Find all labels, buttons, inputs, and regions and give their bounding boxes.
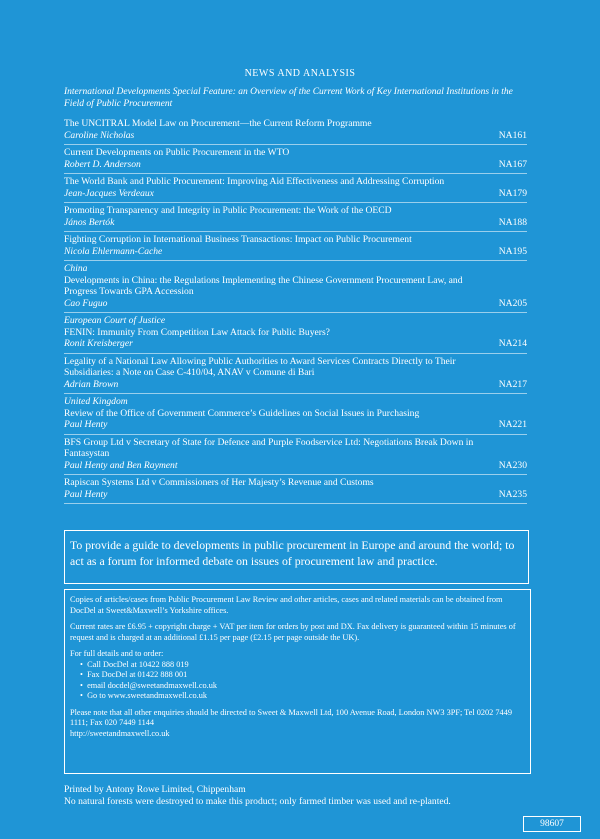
toc-entry-author: Adrian Brown bbox=[64, 378, 119, 390]
toc-entry-page: NA188 bbox=[498, 216, 527, 228]
toc-entry-author: Paul Henty and Ben Rayment bbox=[64, 459, 178, 471]
rates-text: Current rates are £6.95 + copyright charge + VAT per item for orders by post and DX. Fax delivery is guaranteed within 15 minutes of request and is charged at an additional £1.15 per page (£2.15 per page outside the UK). bbox=[70, 622, 516, 642]
toc-section-label: European Court of Justice bbox=[64, 315, 166, 326]
contact-website[interactable]: • Go to www.sweetandmaxwell.co.uk bbox=[80, 691, 527, 702]
toc-entry-title: Legality of a National Law Allowing Public Authorities to Award Services Contracts Directly to Their Subsidiaries: a Note on Case C-410/04, ANAV v Comune di Bari bbox=[64, 355, 456, 378]
toc-entry-author: János Bertók bbox=[64, 216, 115, 228]
toc-section-label: United Kingdom bbox=[64, 396, 128, 407]
toc-entry-title: Rapiscan Systems Ltd v Commissioners of Her Majesty’s Revenue and Customs bbox=[64, 477, 374, 488]
toc-entry bbox=[64, 174, 527, 203]
toc-entry-page: NA195 bbox=[498, 245, 527, 257]
toc-entry-page: NA161 bbox=[498, 129, 527, 141]
toc-entry bbox=[64, 116, 527, 145]
toc-entry-page: NA230 bbox=[498, 459, 527, 471]
toc-entry-page: NA167 bbox=[498, 158, 527, 170]
toc-entry bbox=[64, 313, 527, 354]
toc-entry bbox=[64, 394, 527, 435]
toc-entry bbox=[64, 232, 527, 261]
section-title: NEWS AND ANALYSIS bbox=[244, 68, 356, 79]
contact-fax: • Fax DocDel at 01422 888 001 bbox=[80, 670, 527, 681]
toc-entry-author: Ronit Kreisberger bbox=[64, 338, 133, 349]
ordering-info-box bbox=[64, 589, 531, 774]
toc-entry-author: Paul Henty bbox=[64, 419, 108, 430]
printer-info bbox=[64, 784, 534, 808]
toc-entry-title: The UNCITRAL Model Law on Procurement—the Current Reform Programme bbox=[64, 118, 372, 129]
aim-statement-box: To provide a guide to developments in public procurement in Europe and around the world; to act as a forum for informed debate on issues of procurement law and practice. bbox=[64, 530, 529, 584]
toc-entry-page: NA205 bbox=[498, 297, 527, 309]
toc-entry-author: Nicola Ehlermann-Cache bbox=[64, 245, 163, 257]
toc-entry-page: NA217 bbox=[498, 378, 527, 390]
toc-entry bbox=[64, 203, 527, 232]
toc-entry-title: Promoting Transparency and Integrity in Public Procurement: the Work of the OECD bbox=[64, 205, 392, 216]
toc-entry-page: NA235 bbox=[498, 488, 527, 500]
toc-entry bbox=[64, 435, 527, 476]
toc-entry-author: Caroline Nicholas bbox=[64, 129, 135, 141]
toc-entry-title: Fighting Corruption in International Business Transactions: Impact on Public Procurement bbox=[64, 234, 412, 245]
website-link[interactable]: http://sweetandmaxwell.co.uk bbox=[70, 728, 170, 738]
special-feature-heading: International Developments Special Feature: an Overview of the Current Work of Key International Institutions in the Field of Public Procurement bbox=[64, 87, 513, 109]
contact-email[interactable]: • email docdel@sweetandmaxwell.co.uk bbox=[80, 681, 527, 692]
toc-entry-title: BFS Group Ltd v Secretary of State for Defence and Purple Foodservice Ltd: Negotiations Break Down in Fantasystan bbox=[64, 436, 474, 459]
toc-entry-title: The World Bank and Public Procurement: Improving Aid Effectiveness and Addressing Corruption bbox=[64, 176, 445, 187]
toc-entry bbox=[64, 354, 527, 395]
toc-entry bbox=[64, 145, 527, 174]
toc-entry-author: Cao Fuguo bbox=[64, 297, 108, 309]
forest-note: No natural forests were destroyed to make this product; only farmed timber was used and re-planted. bbox=[64, 796, 451, 807]
contact-call: • Call DocDel at 10422 888 019 bbox=[80, 660, 527, 671]
product-code: 98607 bbox=[523, 816, 581, 832]
toc-entry-author: Robert D. Anderson bbox=[64, 158, 141, 170]
toc-entry-title: Review of the Office of Government Commerce’s Guidelines on Social Issues in Purchasing bbox=[64, 407, 420, 419]
toc-entry-page: NA221 bbox=[498, 419, 527, 430]
copies-text: Copies of articles/cases from Public Procurement Law Review and other articles, cases and related materials can be obtained from DocDel at Sweet&Maxwell’s Yorkshire offices. bbox=[70, 595, 503, 615]
toc-entry-page: NA179 bbox=[498, 187, 527, 199]
toc-entry bbox=[64, 261, 527, 313]
toc-entry-author: Paul Henty bbox=[64, 488, 108, 500]
toc-entry bbox=[64, 475, 527, 504]
toc-entry-title: Developments in China: the Regulations Implementing the Chinese Government Procurement Law, and Progress Towards GPA Accession bbox=[64, 274, 463, 297]
contact-list bbox=[70, 660, 527, 702]
enquiries-text: Please note that all other enquiries should be directed to Sweet & Maxwell Ltd, 100 Avenue Road, London NW3 3PF; Tel 0202 7449 1111; Fax 020 7449 1144 bbox=[70, 707, 512, 727]
table-of-contents bbox=[64, 116, 527, 504]
toc-entry-page: NA214 bbox=[498, 338, 527, 349]
toc-entry-author: Jean-Jacques Verdeaux bbox=[64, 187, 154, 199]
toc-section-label: China bbox=[64, 263, 88, 274]
toc-entry-title: FENIN: Immunity From Competition Law Attack for Public Buyers? bbox=[64, 326, 330, 338]
toc-entry-title: Current Developments on Public Procurement in the WTO bbox=[64, 147, 290, 158]
details-heading: For full details and to order: bbox=[70, 649, 164, 658]
printed-by: Printed by Antony Rowe Limited, Chippenham bbox=[64, 784, 246, 795]
